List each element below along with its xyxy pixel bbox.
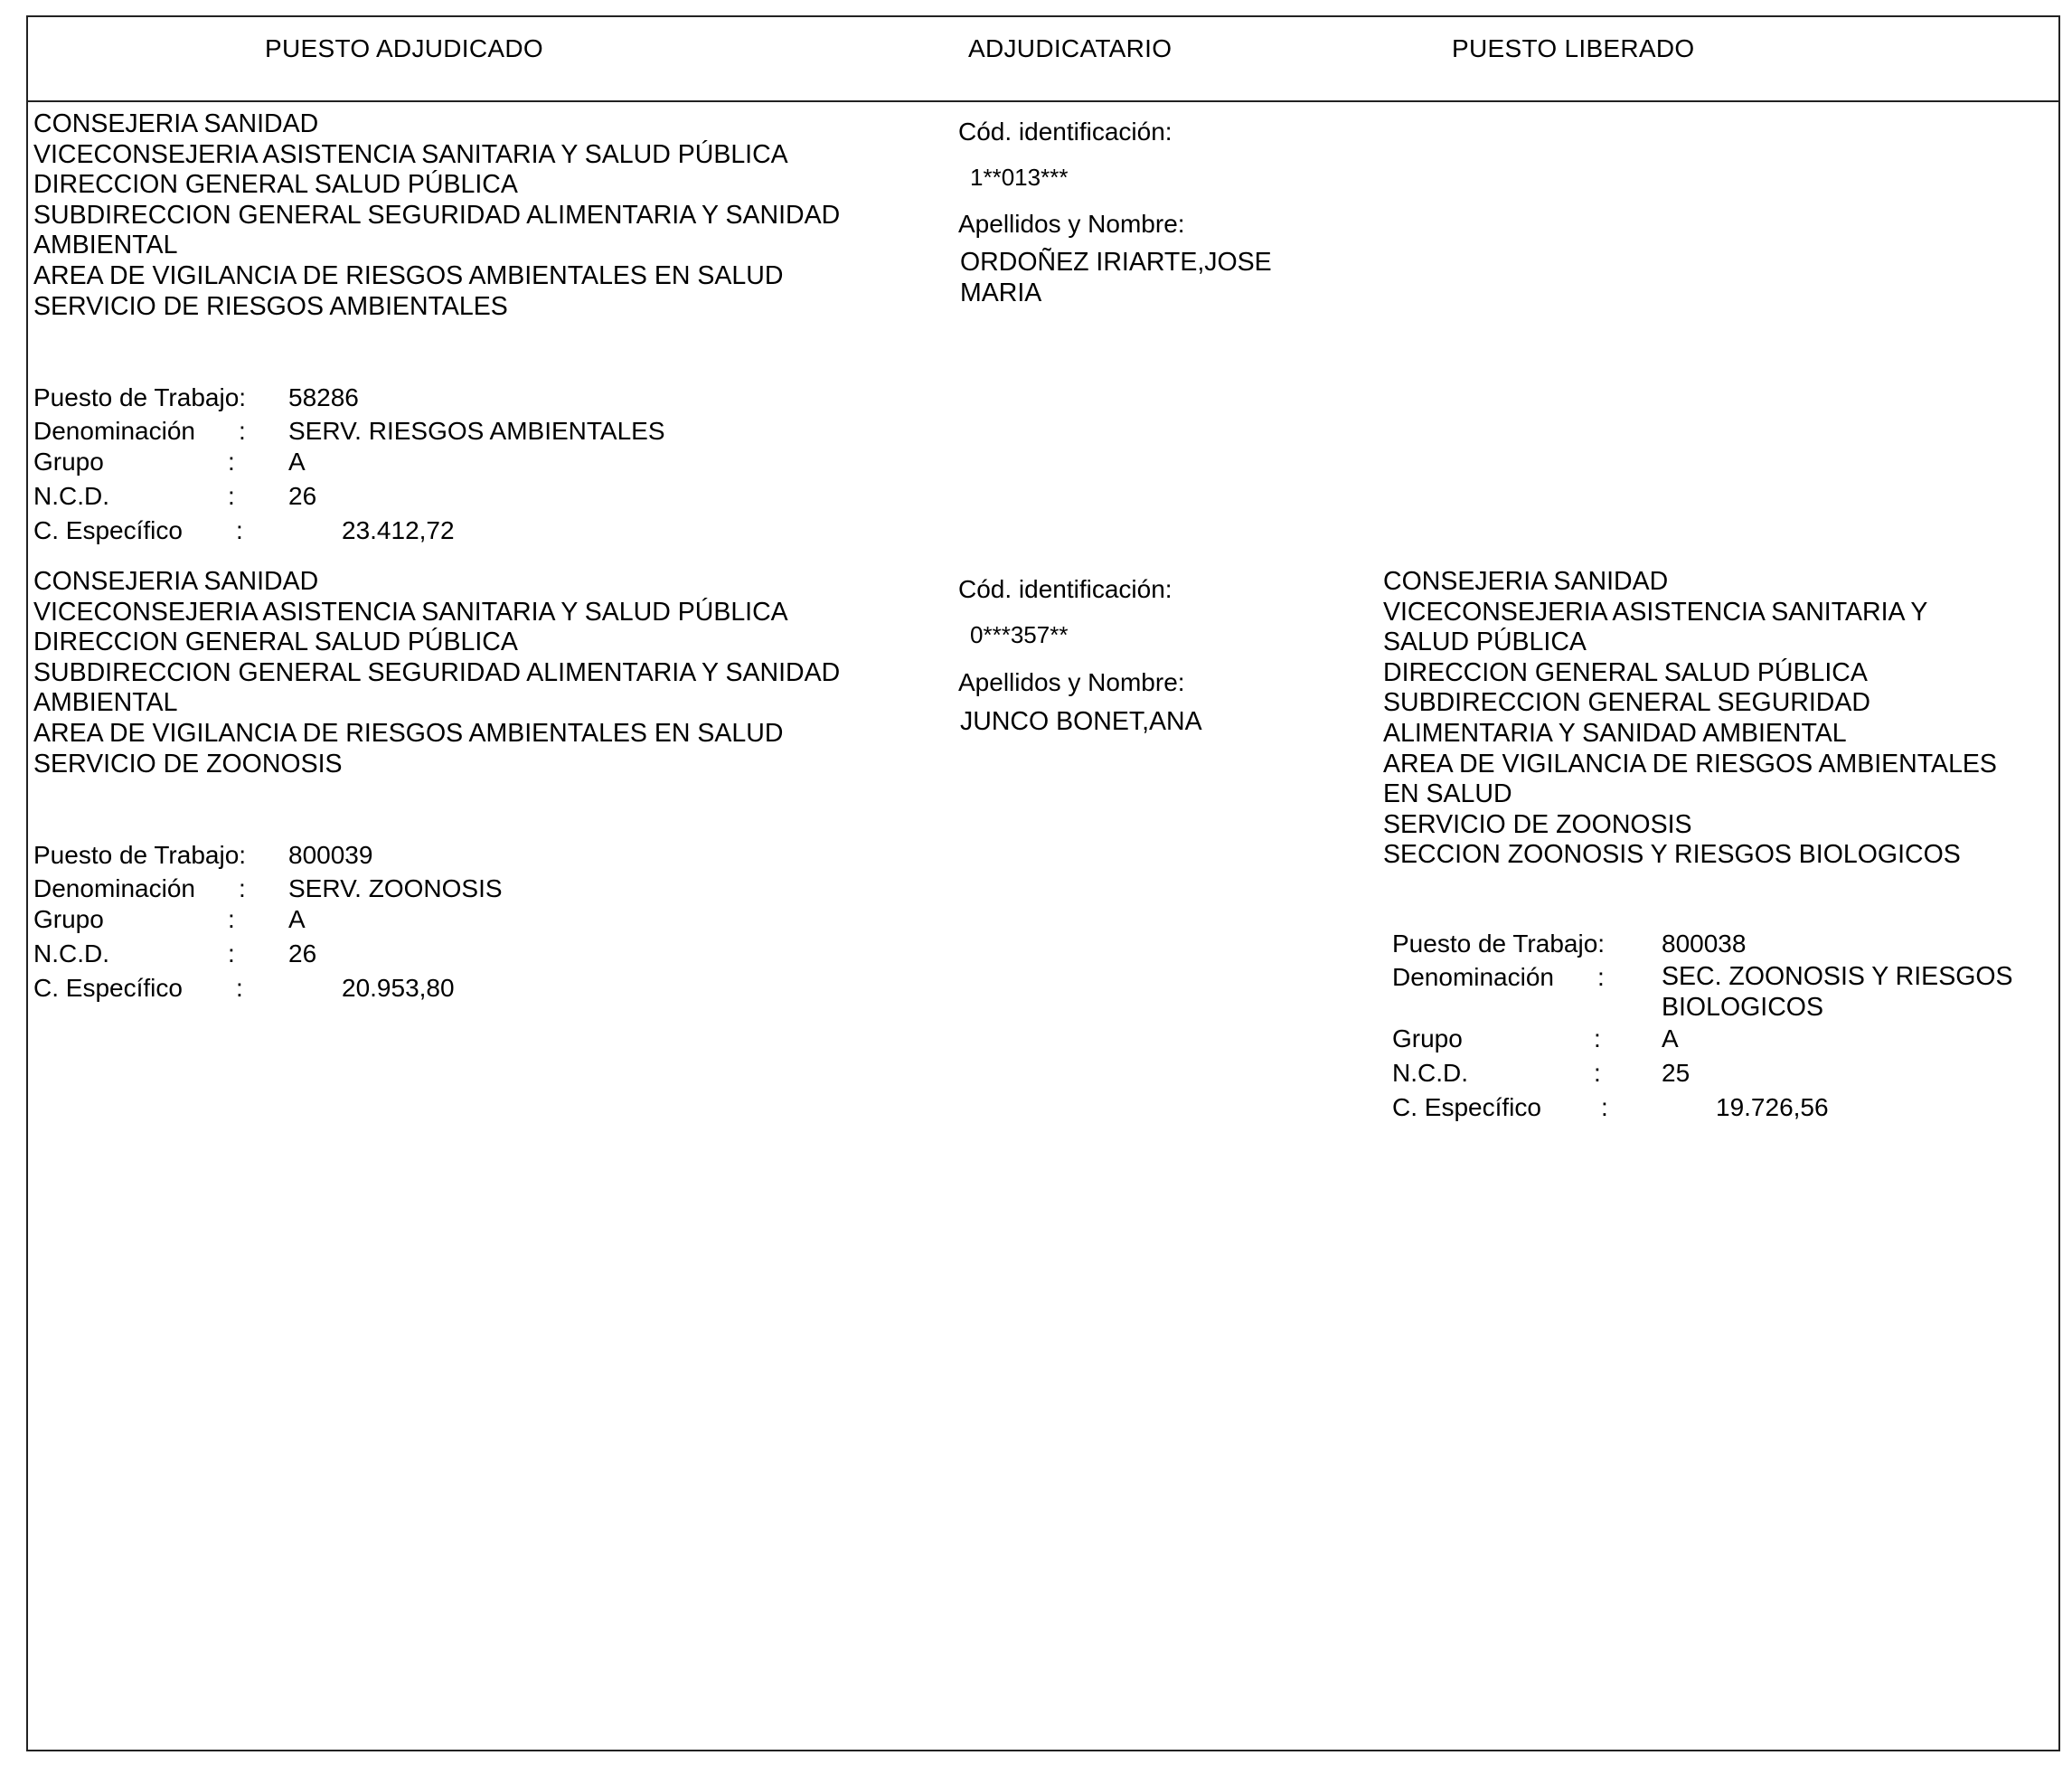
- org-line: AREA DE VIGILANCIA DE RIESGOS AMBIENTALES: [1383, 749, 1997, 779]
- org-line: AREA DE VIGILANCIA DE RIESGOS AMBIENTALES EN SALUD: [33, 260, 784, 290]
- nombre-line: ORDOÑEZ IRIARTE,JOSE: [960, 248, 1272, 277]
- org-line: VICECONSEJERIA ASISTENCIA SANITARIA Y: [1383, 597, 1928, 627]
- colon: :: [239, 874, 246, 902]
- org-line: SERVICIO DE RIESGOS AMBIENTALES: [33, 291, 508, 321]
- org-line: AMBIENTAL: [33, 231, 178, 260]
- header-puesto-adjudicado: PUESTO ADJUDICADO: [265, 34, 543, 62]
- row2-ncd-value: 26: [288, 939, 317, 967]
- row2-puesto-label: Puesto de Trabajo:: [33, 841, 247, 869]
- row2-liberado-grupo-label: Grupo: [1392, 1024, 1463, 1052]
- row1-cod-value: 1**013***: [970, 164, 1069, 191]
- row1-adjudicado-org: [33, 109, 840, 322]
- colon: :: [1597, 963, 1605, 991]
- org-line: SERVICIO DE ZOONOSIS: [33, 749, 343, 779]
- row2-adjudicado-org: [33, 567, 840, 779]
- org-line: CONSEJERIA SANIDAD: [1383, 567, 1669, 596]
- colon: :: [228, 939, 235, 967]
- org-line: SERVICIO DE ZOONOSIS: [1383, 809, 1692, 839]
- org-line: SECCION ZOONOSIS Y RIESGOS BIOLOGICOS: [1383, 840, 1961, 870]
- row2-liberado-puesto-value: 800038: [1662, 930, 1747, 958]
- nombre-line: MARIA: [960, 278, 1042, 307]
- header-divider: [26, 100, 2060, 102]
- row1-denominacion-label: Denominación: [33, 417, 195, 445]
- colon: :: [1594, 1024, 1601, 1052]
- row2-denominacion-label: Denominación: [33, 874, 195, 902]
- org-line: SALUD PÚBLICA: [1383, 628, 1587, 657]
- row1-puesto-value: 58286: [288, 383, 359, 411]
- row1-ncd-value: 26: [288, 482, 317, 510]
- row2-liberado-grupo-value: A: [1662, 1024, 1679, 1052]
- colon: :: [228, 905, 235, 933]
- row2-puesto-value: 800039: [288, 841, 373, 869]
- row2-liberado-denominacion-value: [1662, 962, 2013, 1023]
- row2-liberado-ncd-label: N.C.D.: [1392, 1059, 1468, 1087]
- row1-nombre: [960, 248, 1272, 308]
- org-line: AMBIENTAL: [33, 688, 178, 718]
- row1-grupo-value: A: [288, 448, 306, 476]
- row1-ncd-label: N.C.D.: [33, 482, 109, 510]
- header-puesto-liberado: PUESTO LIBERADO: [1452, 34, 1695, 62]
- row2-nombre: [960, 707, 1202, 738]
- row1-cod-label: Cód. identificación:: [958, 118, 1173, 146]
- org-line: VICECONSEJERIA ASISTENCIA SANITARIA Y SALUD PÚBLICA: [33, 597, 788, 627]
- colon: :: [1601, 1093, 1608, 1121]
- org-line: SUBDIRECCION GENERAL SEGURIDAD: [1383, 688, 1870, 718]
- colon: :: [239, 417, 246, 445]
- org-line: DIRECCION GENERAL SALUD PÚBLICA: [33, 628, 518, 657]
- row2-grupo-value: A: [288, 905, 306, 933]
- org-line: EN SALUD: [1383, 779, 1512, 809]
- row1-grupo-label: Grupo: [33, 448, 104, 476]
- row2-denominacion-value: SERV. ZOONOSIS: [288, 874, 503, 902]
- org-line: DIRECCION GENERAL SALUD PÚBLICA: [1383, 657, 1868, 687]
- header-adjudicatario: ADJUDICATARIO: [968, 34, 1173, 62]
- row2-grupo-label: Grupo: [33, 905, 104, 933]
- row1-especifico-label: C. Específico: [33, 516, 183, 544]
- row2-cod-label: Cód. identificación:: [958, 575, 1173, 603]
- row2-liberado-especifico-value: 19.726,56: [1716, 1093, 1829, 1121]
- row2-liberado-org: [1383, 567, 1997, 871]
- org-line: CONSEJERIA SANIDAD: [33, 567, 319, 596]
- row2-especifico-value: 20.953,80: [342, 974, 455, 1002]
- org-line: DIRECCION GENERAL SALUD PÚBLICA: [33, 170, 518, 200]
- row2-liberado-denominacion-label: Denominación: [1392, 963, 1554, 991]
- org-line: VICECONSEJERIA ASISTENCIA SANITARIA Y SALUD PÚBLICA: [33, 139, 788, 169]
- org-line: AREA DE VIGILANCIA DE RIESGOS AMBIENTALES EN SALUD: [33, 718, 784, 748]
- nombre-line: JUNCO BONET,ANA: [960, 707, 1202, 736]
- row2-liberado-especifico-label: C. Específico: [1392, 1093, 1541, 1121]
- row2-cod-value: 0***357**: [970, 621, 1069, 648]
- org-line: SUBDIRECCION GENERAL SEGURIDAD ALIMENTARIA Y SANIDAD: [33, 200, 841, 230]
- row2-liberado-ncd-value: 25: [1662, 1059, 1691, 1087]
- colon: :: [236, 516, 243, 544]
- row1-denominacion-value: SERV. RIESGOS AMBIENTALES: [288, 417, 665, 445]
- colon: :: [228, 448, 235, 476]
- row2-liberado-puesto-label: Puesto de Trabajo:: [1392, 930, 1606, 958]
- org-line: ALIMENTARIA Y SANIDAD AMBIENTAL: [1383, 718, 1847, 748]
- row2-especifico-label: C. Específico: [33, 974, 183, 1002]
- row1-especifico-value: 23.412,72: [342, 516, 455, 544]
- colon: :: [1594, 1059, 1601, 1087]
- org-line: SUBDIRECCION GENERAL SEGURIDAD ALIMENTARIA Y SANIDAD: [33, 657, 841, 687]
- denominacion-line: BIOLOGICOS: [1662, 992, 1823, 1022]
- colon: :: [236, 974, 243, 1002]
- colon: :: [228, 482, 235, 510]
- row2-ncd-label: N.C.D.: [33, 939, 109, 967]
- org-line: CONSEJERIA SANIDAD: [33, 109, 319, 138]
- denominacion-line: SEC. ZOONOSIS Y RIESGOS: [1662, 962, 2013, 991]
- row2-apellidos-label: Apellidos y Nombre:: [958, 668, 1185, 696]
- row1-apellidos-label: Apellidos y Nombre:: [958, 210, 1185, 238]
- row1-puesto-label: Puesto de Trabajo:: [33, 383, 247, 411]
